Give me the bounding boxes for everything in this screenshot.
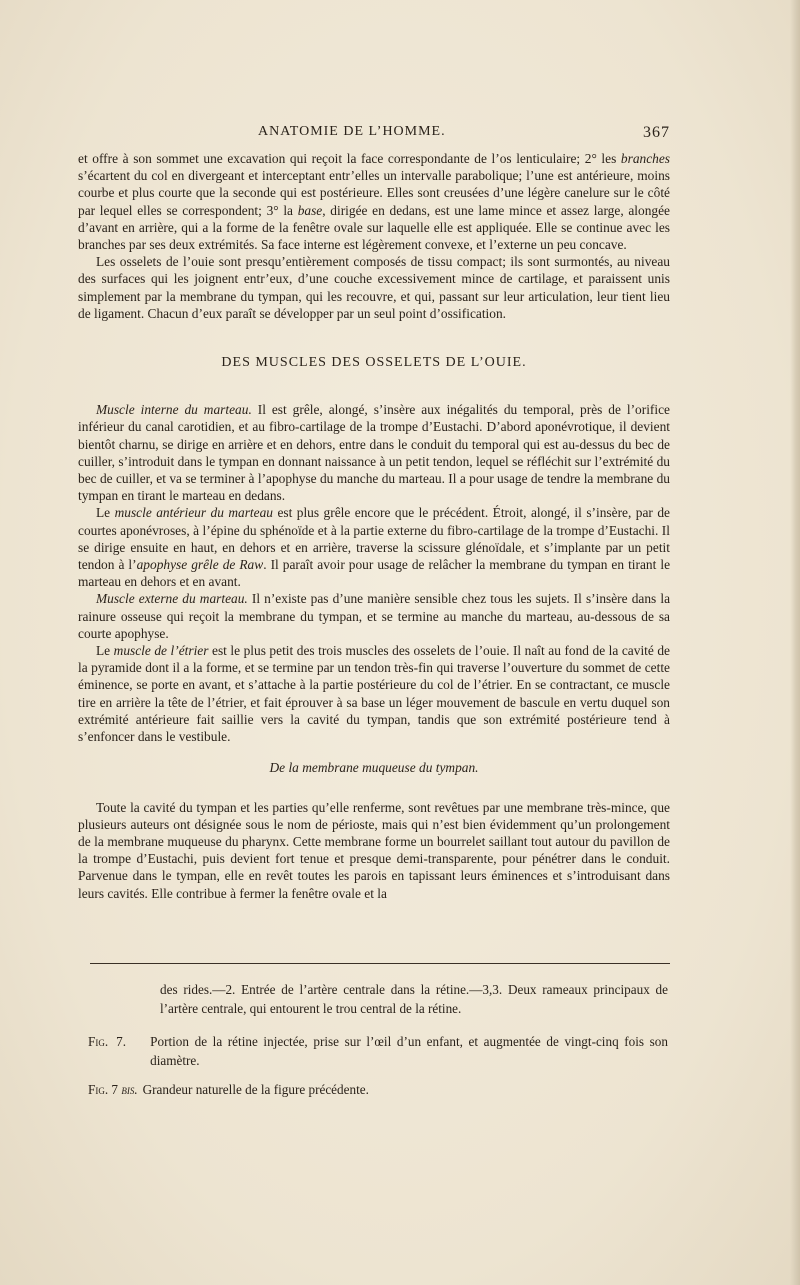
figure-captions xyxy=(88,980,668,1109)
caption-fig-7-bis xyxy=(88,1080,668,1099)
page-number: 367 xyxy=(643,124,670,141)
paragraph-external-muscle: Muscle externe du marteau. Il n’existe pas d’une manière sensible chez tous les sujets. Il s’insère dans la rainure osseuse qui reçoit la membrane du tympan, et se termine au manche du marteau, au-dessous de sa courte apophyse. xyxy=(78,591,671,641)
paragraph-mucous-membrane: Toute la cavité du tympan et les parties qu’elle renferme, sont revêtues par une membrane très-mince, que plusieurs auteurs ont désignée sous le nom de périoste, mais qui n’est bien évidemment qu’un prolongement de la membrane muqueuse du pharynx. Cette membrane forme un bourrelet saillant tout autour du pavillon de la trompe d’Eustachi, puis devient fort tenue et presque demi-transparente, pour pénétrer dans le conduit. Parvenue dans le tympan, elle en revêt toutes les parois en tapissant leurs éminences et s’introduisant dans leurs cavités. Elle contribue à fermer la fenêtre ovale et la xyxy=(78,799,670,901)
section-title: DES MUSCLES DES OSSELETS DE L’OUIE. xyxy=(221,355,527,371)
paragraph-stapes-muscle: Le muscle de l’étrier est le plus petit des trois muscles des osselets de l’ouie. Il naît au fond de la cavité de la pyramide dont il a la forme, et se termine par un tendon très-fin qui traverse l’ouverture du sommet de cette éminence, se porte en avant, et s’attache à la partie postérieure du col de l’étrier. En se contractant, ce muscle tire en arrière la tête de l’étrier, et fait éprouver à sa base un léger mouvement de bascule en vertu duquel son extrémité antérieure fait saillie vers la cavité du tympan, tandis que son extrémité postérieure tend à s’enfoncer dans le vestibule. xyxy=(78,643,670,745)
fig-7-bis-label: Fig. 7 bis. xyxy=(88,1082,138,1097)
paragraph-anterior-muscle: Le muscle antérieur du marteau est plus grêle encore que le précédent. Étroit, alongé, il s’insère, par de courtes aponévroses, à l’épine du sphénoïde et à la partie externe du fibro-cartilage de la trompe d’Eustachi. Il se dirige ensuite en haut, en dehors et en arrière, traverse la scissure glénoïdale, et s’implante par un petit tendon à l’apophyse grêle de Raw. Il paraît avoir pour usage de relâcher la membrane du tympan en tirant le marteau en dehors et en avant. xyxy=(78,505,671,590)
term-internal-muscle: Muscle interne du marteau. xyxy=(96,402,252,418)
footnote-divider xyxy=(90,963,670,964)
fig-7-text: Portion de la rétine injectée, prise sur l’œil d’un enfant, et augmentée de vingt-cinq fois son diamètre. xyxy=(150,1034,668,1068)
caption-fig-7 xyxy=(88,1032,668,1070)
page-edge-shadow xyxy=(790,0,800,1285)
fig-7-label: Fig. 7. xyxy=(88,1034,127,1049)
running-title: ANATOMIE DE L’HOMME. xyxy=(258,124,446,139)
subsection-title: De la membrane muqueuse du tympan. xyxy=(269,760,479,776)
paragraph-ossicles-composition: Les osselets de l’ouie sont presqu’entièrement composés de tissu compact; ils sont surmontés, au niveau des surfaces qui les joignent entr’eux, d’une couche excessivement mince de cartilage, et paraissent unis simplement par la membrane du tympan, qui les recouvre, et qui, passant sur leur articulation, leur tient lieu de ligament. Chacun d’eux paraît se développer par un seul point d’ossification. xyxy=(78,254,670,321)
paragraph-internal-muscle: Muscle interne du marteau. Il est grêle, alongé, s’insère aux inégalités du temporal, près de l’orifice inférieur du canal carotidien, et au fibro-cartilage de la trompe d’Eustachi. D’abord aponévrotique, il devient bientôt charnu, se dirige en arrière et en dehors, entre dans le conduit du temporal qui est au-dessus du bec de cuiller, s’introduit dans le tympan en donnant naissance à un petit tendon, lequel se réfléchit sur l’extrémité du bec de cuiller, et va se terminer à l’apophyse du manche du marteau. Il a pour usage de tendre la membrane du tympan en tirant le marteau en dedans. xyxy=(78,402,670,504)
caption-continuation: des rides.—2. Entrée de l’artère centrale dans la rétine.—3,3. Deux rameaux principaux de l’artère centrale, qui entourent le trou central de la rétine. xyxy=(160,982,668,1016)
fig-7-bis-text: Grandeur naturelle de la figure précédente. xyxy=(142,1082,369,1097)
body-text xyxy=(78,150,670,902)
paragraph-ossicle-continued: et offre à son sommet une excavation qui reçoit la face correspondante de l’os lenticulaire; 2° les branches s’écartent du col en divergeant et interceptant entr’elles un intervalle parabolique; l’une est antérieure, moins courbe et plus courte que la seconde qui est postérieure. Elles sont creusées d’une légère canelure sur le côté par lequel elles se correspondent; 3° la base, dirigée en dedans, est une lame mince et assez large, alongée d’avant en arrière, qui a la forme de la fenêtre ovale sur laquelle elle est appliquée. Elle se continue avec les branches par ses deux extrémités. Sa face interne est légèrement convexe, et l’externe un peu concave. xyxy=(78,151,670,253)
